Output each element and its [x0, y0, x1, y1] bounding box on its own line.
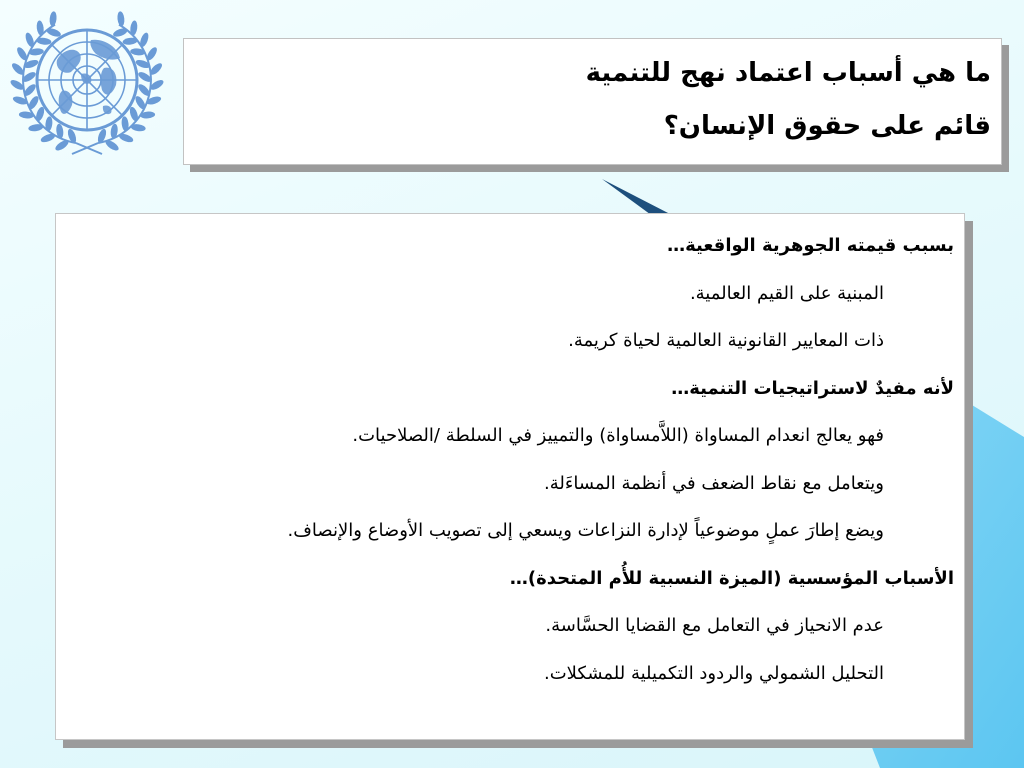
section-point: ويضع إطارَ عملٍ موضوعياً لإدارة النزاعات ويسعي إلى تصويب الأوضاع والإنصاف.: [287, 520, 884, 541]
section-heading: بسبب قيمته الجوهرية الواقعية…: [667, 235, 954, 256]
title-box: [183, 38, 1002, 165]
slide-title-line-2: قائم على حقوق الإنسان؟: [663, 111, 991, 141]
continent-shape: [81, 73, 91, 83]
section-point: عدم الانحياز في التعامل مع القضايا الحسَّاسة.: [545, 615, 884, 636]
section-point: ويتعامل مع نقاط الضعف في أنظمة المساءَلة.: [544, 472, 884, 494]
slide-title-line-1: ما هي أسباب اعتماد نهج للتنمية: [585, 58, 991, 88]
wreath-leaf: [49, 11, 57, 27]
content-box: [55, 213, 965, 740]
section-heading: الأسباب المؤسسية (الميزة النسبية للأُم المتحدة)…: [509, 567, 954, 589]
section-heading: لأنه مفيدٌ لاستراتيجيات التنمية…: [671, 377, 954, 399]
wreath-stem-cross: [72, 143, 98, 154]
section-point: المبنية على القيم العالمية.: [689, 282, 884, 304]
continent-shape: [101, 68, 117, 95]
continent-shape: [59, 91, 73, 114]
section-point: التحليل الشمولي والردود التكميلية للمشكلات.: [543, 662, 884, 684]
un-emblem-icon: [7, 8, 167, 158]
wreath-stem-cross: [76, 143, 102, 154]
section-point: ذات المعايير القانونية العالمية لحياة كريمة.: [568, 330, 884, 351]
section-point: فهو يعالج انعدام المساواة (اللاَّمساواة) والتمييز في السلطة /الصلاحيات.: [352, 425, 884, 446]
wreath-leaf: [117, 11, 125, 27]
continent-shape: [103, 105, 112, 114]
continent-shape: [90, 40, 120, 60]
